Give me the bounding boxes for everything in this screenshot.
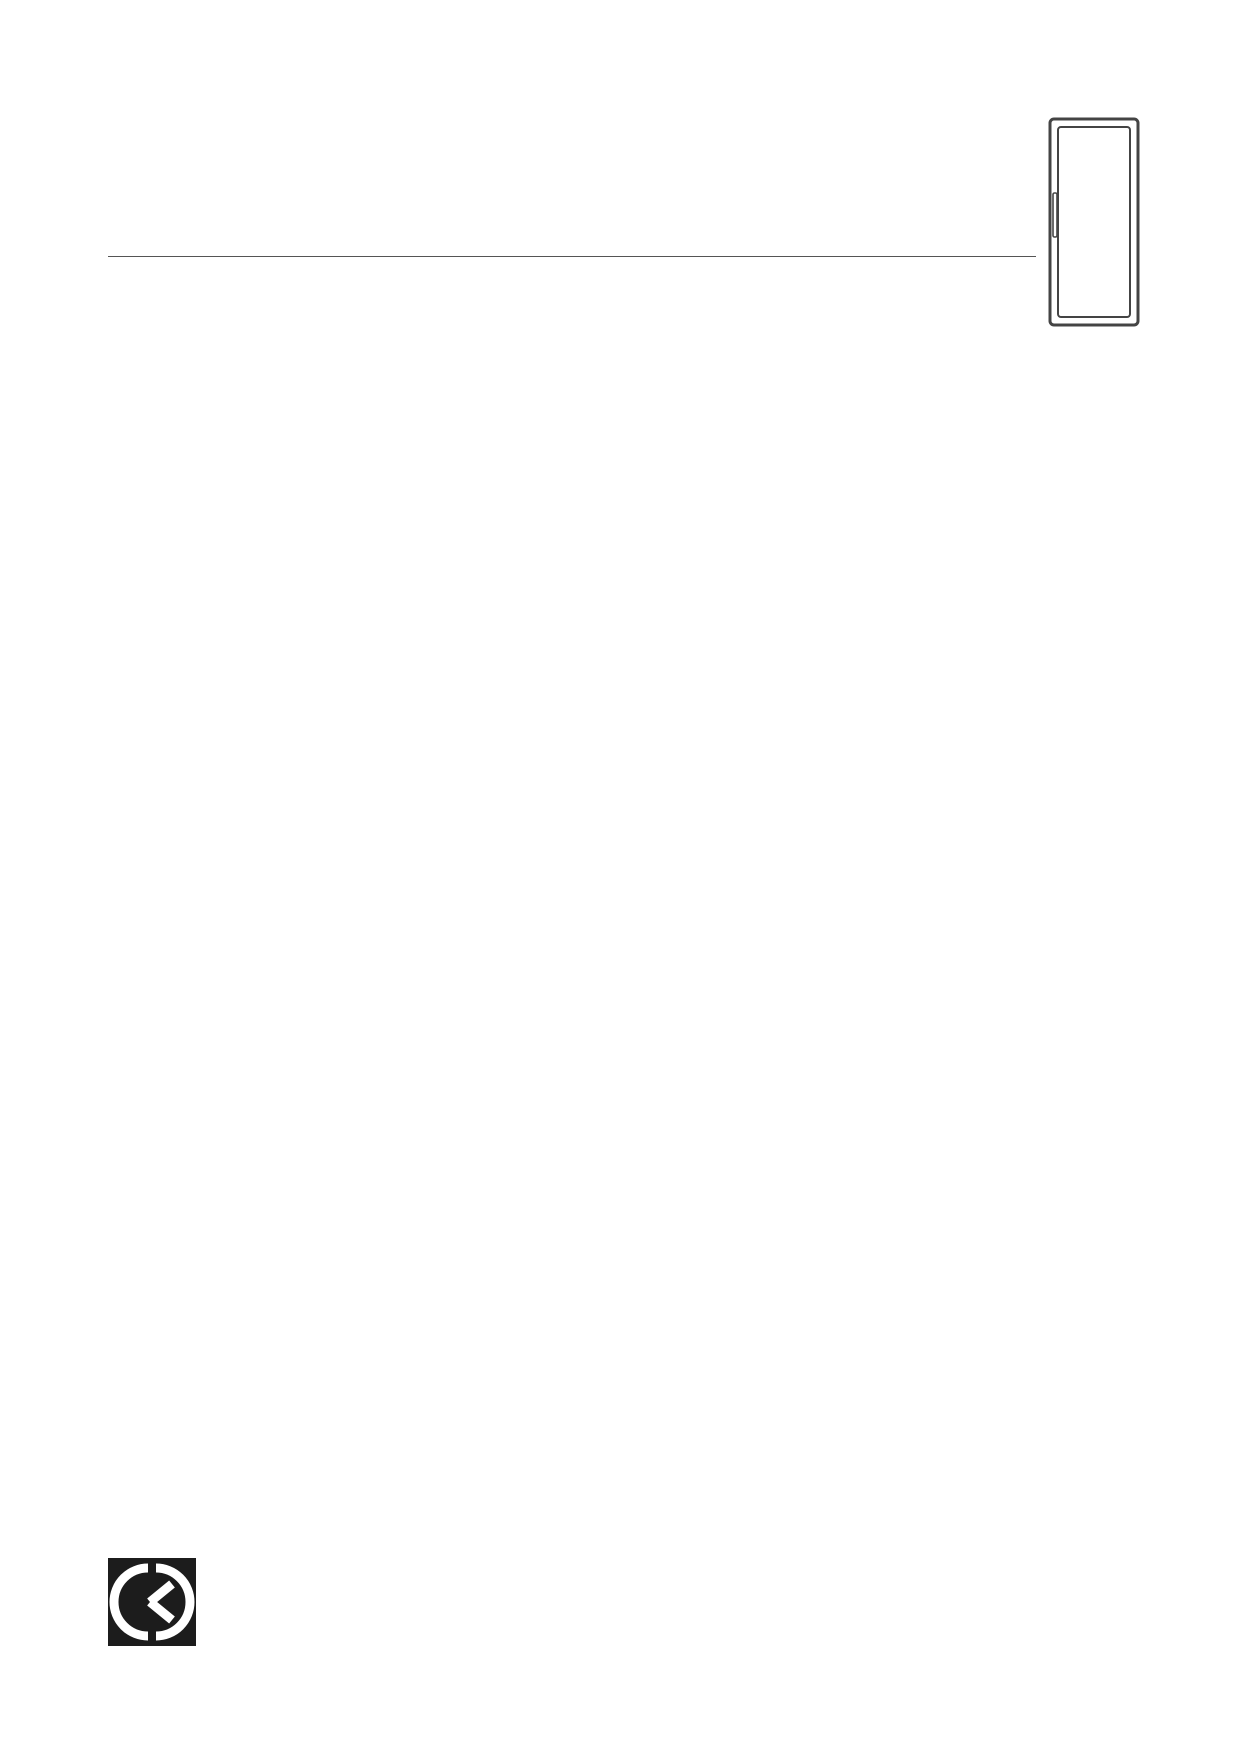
wine-cooler-icon bbox=[1048, 117, 1140, 327]
header-divider bbox=[108, 256, 1036, 257]
brand-logo bbox=[108, 1556, 508, 1648]
background-logo-pattern bbox=[65, 622, 1183, 1688]
electrolux-logo-icon bbox=[108, 1558, 196, 1646]
